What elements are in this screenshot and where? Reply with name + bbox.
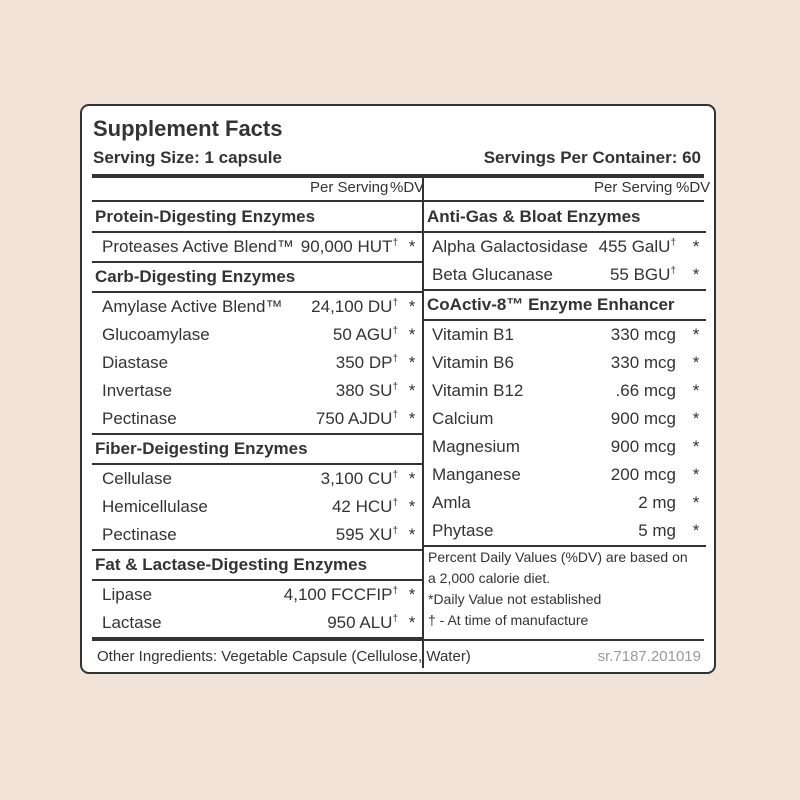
- dv-asterisk: *: [692, 493, 700, 512]
- amount-value: 350 DP: [335, 353, 393, 372]
- header-rule-right: [424, 200, 704, 202]
- left-nutrient-row: [92, 521, 422, 549]
- amount-value: 330 mcg: [610, 353, 676, 372]
- nutrient-amount: [311, 297, 398, 317]
- left-section-heading: Protein-Digesting Enzymes: [95, 207, 316, 226]
- nutrient-amount: [638, 521, 676, 541]
- footnotes: [428, 547, 713, 631]
- left-section-heading: Carb-Digesting Enzymes: [95, 267, 296, 286]
- left-nutrient-row: [92, 349, 422, 377]
- amount-value: 200 mcg: [610, 465, 676, 484]
- dv-asterisk: *: [408, 525, 416, 544]
- left-section-rule: [92, 637, 422, 639]
- bottom-rule: [92, 639, 704, 641]
- servings-per-container: Servings Per Container: 60: [483, 148, 701, 167]
- nutrient-amount: [611, 437, 676, 457]
- nutrient-name: Vitamin B1: [432, 325, 514, 344]
- nutrient-amount: [599, 237, 676, 257]
- dagger-mark: †: [392, 325, 398, 337]
- nutrient-amount: [327, 613, 398, 633]
- right-section-heading: Anti-Gas & Bloat Enzymes: [427, 207, 641, 226]
- dv-asterisk: *: [692, 409, 700, 428]
- right-nutrient-row: [424, 261, 706, 289]
- nutrient-amount: [611, 353, 676, 373]
- dv-asterisk: *: [408, 469, 416, 488]
- right-dv-header: %DV: [676, 179, 711, 196]
- nutrient-name: Diastase: [102, 353, 169, 372]
- panel-title: Supplement Facts: [93, 116, 283, 141]
- nutrient-name: Amla: [432, 493, 471, 512]
- left-nutrient-row: [92, 293, 422, 321]
- dv-asterisk: *: [692, 381, 700, 400]
- nutrient-name: Proteases Active Blend™: [102, 237, 294, 256]
- amount-value: .66 mcg: [615, 381, 676, 400]
- serving-size: Serving Size: 1 capsule: [93, 148, 282, 167]
- nutrient-amount: [610, 265, 676, 285]
- nutrient-amount: [316, 409, 398, 429]
- nutrient-name: Cellulase: [102, 469, 172, 488]
- amount-value: 750 AJDU: [315, 409, 393, 428]
- left-section-heading: Fiber-Deigesting Enzymes: [95, 439, 308, 458]
- right-nutrient-row: [424, 233, 706, 261]
- nutrient-name: Pectinase: [102, 409, 177, 428]
- nutrient-name: Glucoamylase: [102, 325, 210, 344]
- nutrient-amount: [611, 465, 676, 485]
- nutrient-name: Pectinase: [102, 525, 177, 544]
- nutrient-amount: [336, 525, 398, 545]
- dv-asterisk: *: [408, 497, 416, 516]
- left-dv-header: %DV: [390, 179, 425, 196]
- dagger-mark: †: [392, 409, 398, 421]
- dagger-mark: †: [670, 237, 676, 249]
- left-per-serving-header: Per Serving: [310, 179, 389, 196]
- dagger-mark: †: [392, 497, 398, 509]
- nutrient-name: Hemicellulase: [102, 497, 208, 516]
- left-nutrient-row: [92, 321, 422, 349]
- left-section-rule: [92, 261, 422, 263]
- dagger-mark: †: [392, 381, 398, 393]
- nutrient-name: Amylase Active Blend™: [102, 297, 283, 316]
- nutrient-name: Lactase: [102, 613, 162, 632]
- right-per-serving-header: Per Serving: [594, 179, 673, 196]
- dv-asterisk: *: [408, 381, 416, 400]
- amount-value: 330 mcg: [610, 325, 676, 344]
- right-section-rule: [424, 289, 706, 291]
- nutrient-amount: [611, 409, 676, 429]
- footnote-line: a 2,000 calorie diet.: [428, 570, 551, 586]
- dagger-mark: †: [392, 585, 398, 597]
- dv-asterisk: *: [408, 353, 416, 372]
- left-nutrient-row: [92, 405, 422, 433]
- right-section-heading: CoActiv-8™ Enzyme Enhancer: [427, 295, 675, 314]
- nutrient-name: Calcium: [432, 409, 494, 428]
- amount-value: 950 ALU: [327, 613, 393, 632]
- amount-value: 42 HCU: [331, 497, 393, 516]
- nutrient-amount: [638, 493, 676, 513]
- left-section-heading: Fat & Lactase-Digesting Enzymes: [95, 555, 368, 574]
- nutrient-amount: [616, 381, 676, 401]
- amount-value: 4,100 FCCFIP: [283, 585, 393, 604]
- supplement-facts-panel: [80, 104, 716, 674]
- right-nutrient-row: [424, 433, 706, 461]
- dagger-mark: †: [392, 525, 398, 537]
- nutrient-amount: [611, 325, 676, 345]
- dv-asterisk: *: [692, 465, 700, 484]
- right-nutrient-row: [424, 377, 706, 405]
- nutrient-amount: [321, 469, 398, 489]
- left-nutrient-row: [92, 581, 422, 609]
- left-section-rule: [92, 433, 422, 435]
- nutrient-name: Manganese: [432, 465, 521, 484]
- right-nutrient-row: [424, 405, 706, 433]
- dv-asterisk: *: [692, 521, 700, 540]
- dagger-mark: †: [392, 613, 398, 625]
- dv-asterisk: *: [692, 437, 700, 456]
- label-code: sr.7187.201019: [597, 648, 701, 665]
- nutrient-name: Alpha Galactosidase: [432, 237, 588, 256]
- header-rule-left: [92, 200, 422, 202]
- amount-value: 455 GalU: [598, 237, 671, 256]
- dv-asterisk: *: [408, 613, 416, 632]
- left-nutrient-row: [92, 493, 422, 521]
- dv-asterisk: *: [692, 265, 700, 284]
- nutrient-amount: [301, 237, 398, 257]
- nutrient-name: Vitamin B12: [432, 381, 524, 400]
- dv-asterisk: *: [408, 237, 416, 256]
- nutrient-amount: [336, 353, 398, 373]
- amount-value: 55 BGU: [609, 265, 671, 284]
- nutrient-amount: [284, 585, 398, 605]
- amount-value: 595 XU: [335, 525, 393, 544]
- nutrient-name: Phytase: [432, 521, 494, 540]
- dagger-mark: †: [392, 353, 398, 365]
- left-nutrient-row: [92, 465, 422, 493]
- footnote-line: † - At time of manufacture: [428, 612, 589, 628]
- dv-asterisk: *: [408, 297, 416, 316]
- nutrient-name: Vitamin B6: [432, 353, 514, 372]
- right-nutrient-row: [424, 321, 706, 349]
- footnote-line: Percent Daily Values (%DV) are based on: [428, 549, 688, 565]
- thick-rule-top: [92, 174, 704, 178]
- dv-asterisk: *: [408, 325, 416, 344]
- left-nutrient-row: [92, 609, 422, 637]
- dagger-mark: †: [392, 237, 398, 249]
- dv-asterisk: *: [408, 585, 416, 604]
- right-nutrient-row: [424, 461, 706, 489]
- amount-value: 2 mg: [638, 493, 676, 512]
- dv-asterisk: *: [692, 353, 700, 372]
- nutrient-name: Lipase: [102, 585, 153, 604]
- amount-value: 5 mg: [638, 521, 676, 540]
- other-ingredients: Other Ingredients: Vegetable Capsule (Cellulose, Water): [97, 648, 471, 665]
- nutrient-amount: [332, 497, 398, 517]
- dagger-mark: †: [392, 297, 398, 309]
- amount-value: 50 AGU: [332, 325, 393, 344]
- dv-asterisk: *: [408, 409, 416, 428]
- footnote-line: *Daily Value not established: [428, 591, 602, 607]
- amount-value: 3,100 CU: [320, 469, 393, 488]
- left-section-rule: [92, 549, 422, 551]
- nutrient-name: Invertase: [102, 381, 172, 400]
- amount-value: 90,000 HUT: [300, 237, 393, 256]
- nutrient-name: Beta Glucanase: [432, 265, 553, 284]
- amount-value: 900 mcg: [610, 409, 676, 428]
- nutrient-amount: [333, 325, 398, 345]
- dagger-mark: †: [392, 469, 398, 481]
- dv-asterisk: *: [692, 325, 700, 344]
- dv-asterisk: *: [692, 237, 700, 256]
- left-nutrient-row: [92, 377, 422, 405]
- nutrient-amount: [336, 381, 398, 401]
- right-nutrient-row: [424, 517, 706, 545]
- amount-value: 380 SU: [335, 381, 393, 400]
- right-nutrient-row: [424, 489, 706, 517]
- amount-value: 24,100 DU: [311, 297, 393, 316]
- nutrient-name: Magnesium: [432, 437, 520, 456]
- left-nutrient-row: [92, 233, 422, 261]
- amount-value: 900 mcg: [610, 437, 676, 456]
- right-nutrient-row: [424, 349, 706, 377]
- dagger-mark: †: [670, 265, 676, 277]
